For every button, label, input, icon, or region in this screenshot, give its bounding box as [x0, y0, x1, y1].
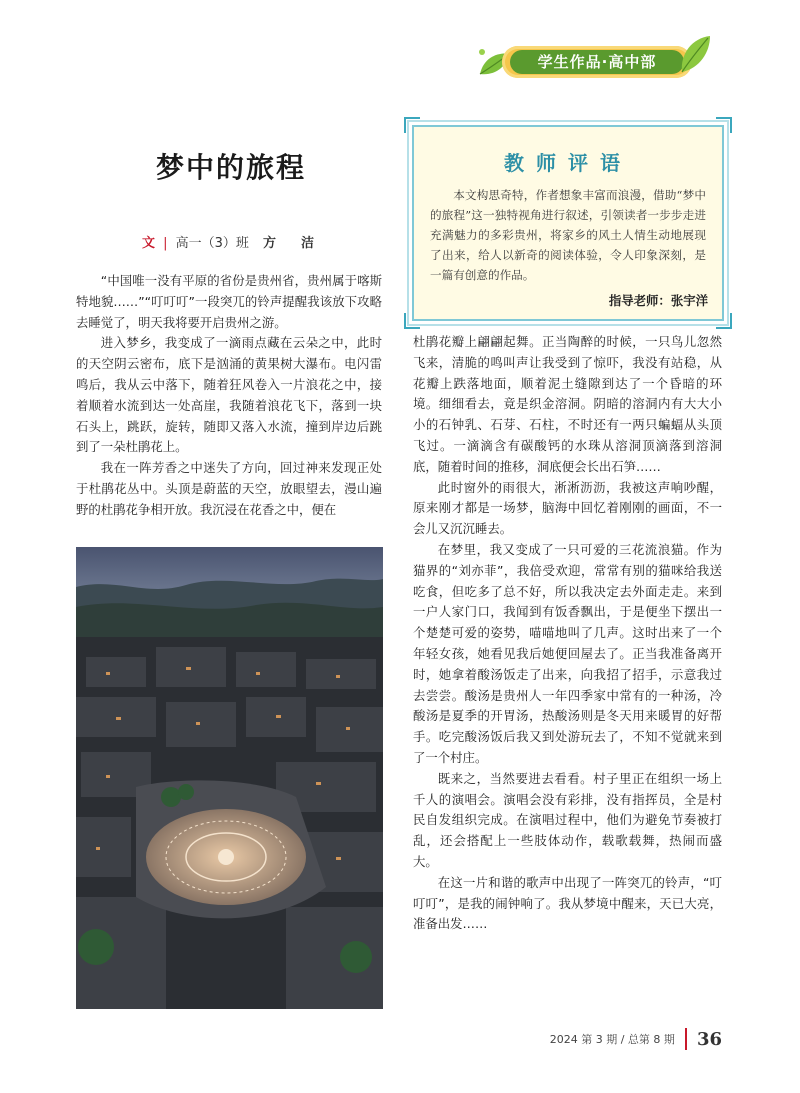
right-column [413, 332, 722, 935]
byline [76, 232, 386, 251]
page-footer [550, 1028, 722, 1050]
teacher-comment-box [412, 125, 724, 321]
byline-separator: | [163, 236, 168, 251]
left-column [76, 271, 382, 521]
teacher-signature: 指导老师：张宇洋 [608, 293, 708, 308]
paragraph: 在这一片和谐的歌声中出现了一阵突兀的铃声，“叮叮叮”，是我的闹钟响了。我从梦境中醒来，天已大亮，准备出发…… [413, 874, 722, 932]
section-badge [484, 42, 710, 82]
paragraph: 既来之，当然要进去看看。村子里正在组织一场上千人的演唱会。演唱会没有彩排，没有指挥员，全是村民自发组织完成。在演唱过程中，他们为避免节奏被打乱，还会搭配上一些肢体动作，载歌载舞，热闹而盛大。 [413, 770, 722, 869]
leaf-right-icon [676, 32, 716, 76]
issue-info: 2024 第 3 期 / 总第 8 期 [549, 1033, 675, 1046]
page-number: 36 [696, 1028, 722, 1050]
byline-marker: 文 [141, 236, 155, 251]
paragraph: “中国唯一没有平原的省份是贵州省，贵州属于喀斯特地貌……”“叮叮叮”一段突兀的铃声提醒我该放下攻略去睡觉了，明天我将要开启贵州之游。 [76, 273, 382, 330]
village-night-photo [76, 547, 383, 1009]
paragraph: 在梦里，我又变成了一只可爱的三花流浪猫。作为猫界的“刘亦菲”，我倍受欢迎，常常有别的猫咪给我送吃食，但吃多了总不好，所以我决定去外面走走。来到一户人家门口，我闻到有饭香飘出，于是便坐下摆出一个楚楚可爱的姿势，喵喵地叫了几声。这时出来了一个年轻女孩，她看见我后她便回屋去了。正当我准备离开时，她拿着酸汤饭走了出来，向我招了招手，示意我过去尝尝。酸汤是贵州人一年四季家中常有的一种汤，冷酸汤是夏季的开胃汤，热酸汤则是冬天用来暖胃的好帮手。吃完酸汤饭后我又到处游玩去了，不知不觉就来到了一个村庄。 [413, 541, 722, 765]
byline-author: 方 洁 [263, 236, 321, 251]
paragraph: 我在一阵芳香之中迷失了方向，回过神来发现正处于杜鹃花丛中。头顶是蔚蓝的天空，放眼望去，漫山遍野的杜鹃花争相开放。我沉浸在花香之中，便在 [76, 460, 382, 517]
section-badge-label: 学生作品·高中部 [510, 50, 684, 74]
article-title: 梦中的旅程 [155, 151, 306, 184]
paragraph: 杜鹃花瓣上翩翩起舞。正当陶醉的时候，一只鸟儿忽然飞来，清脆的鸣叫声让我受到了惊吓，我没有站稳，从花瓣上跌落地面，顺着泥土缝隙到达了一个昏暗的环境。细细看去，竟是织金溶洞。阴暗的溶洞内有大大小小的石钟乳、石芽、石柱，不时还有一两只蝙蝠从头顶飞过。一滴滴含有碳酸钙的水珠从溶洞顶滴落到溶洞底，随着时间的推移，洞底便会长出石笋…… [413, 334, 722, 474]
footer-divider [685, 1028, 687, 1050]
village-illustration [76, 547, 383, 1009]
paragraph: 进入梦乡，我变成了一滴雨点藏在云朵之中，此时的天空阴云密布，底下是汹涌的黄果树大瀑布。电闪雷鸣后，我从云中落下，随着狂风卷入一片浪花之中，接着顺着水流到达一处高崖，我随着浪花飞下，落到一块石头上，跳跃，旋转，随即又落入水流，撞到岸边后跳到了一朵杜鹃花上。 [76, 335, 382, 455]
teacher-comment-text: 本文构思奇特，作者想象丰富而浪漫，借助“梦中的旅程”这一独特视角进行叙述，引领读者一步步走进充满魅力的多彩贵州，将家乡的风土人情生动地展现了出来，给人以新奇的阅读体验，令人印象深刻，是一篇有创意的作品。 [430, 188, 706, 282]
teacher-comment-title: 教师评语 [504, 151, 632, 175]
paragraph: 此时窗外的雨很大，淅淅沥沥，我被这声响吵醒，原来刚才都是一场梦，脑海中回忆着刚刚的画面，不一会儿又沉沉睡去。 [413, 479, 722, 537]
byline-class: 高一（3）班 [175, 236, 249, 251]
